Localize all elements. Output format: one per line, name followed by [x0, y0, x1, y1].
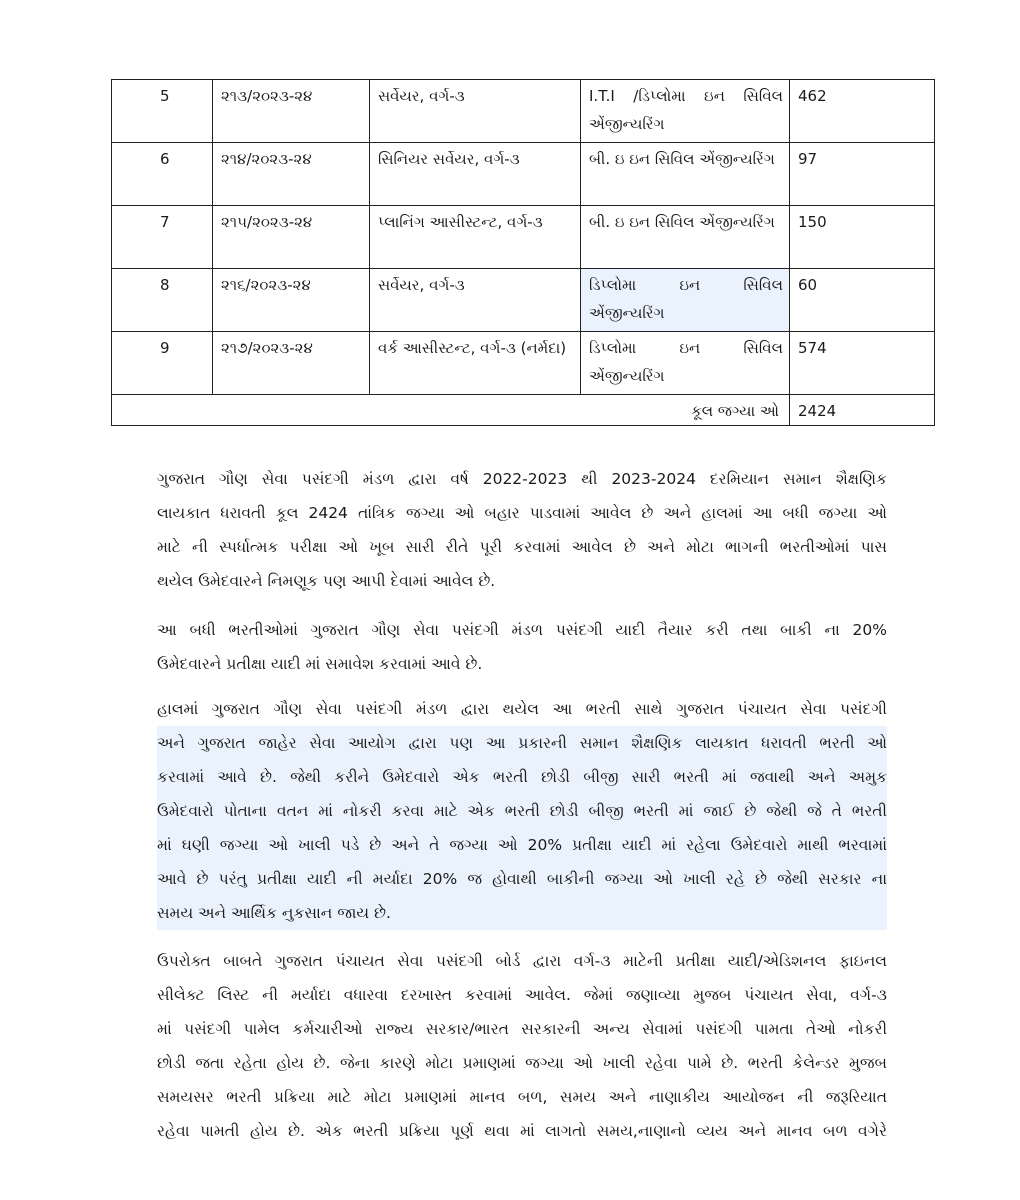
post-count-cell: 97	[790, 143, 935, 206]
total-value: 2424	[790, 395, 935, 426]
table-row	[112, 80, 935, 143]
text-line: આવે છે પરંતુ પ્રતીક્ષા યાદી ની મર્યાદા 20% જ હોવાથી બાકીની જગ્યા ઓ ખાલી રહે છે જેથી સરકાર ના	[157, 862, 887, 896]
table-row	[112, 269, 935, 332]
serial-cell: 9	[112, 332, 213, 395]
text-line: આ બધી ભરતીઓમાં ગુજરાત ગૌણ સેવા પસંદગી મંડળ પસંદગી યાદી તૈયાર કરી તથા બાકી ના 20%	[157, 621, 887, 639]
text-line: ઉમેદવારને પ્રતીક્ષા યાદી માં સમાવેશ કરવામાં આવે છે.	[157, 655, 483, 673]
text-line: સીલેક્ટ લિસ્ટ ની મર્યાદા વધારવા દરખાસ્ત કરવામાં આવેલ. જેમાં જણાવ્યા મુજબ પંચાયત સેવા, વર્ગ-૩	[157, 986, 887, 1004]
text-line: સમય અને આર્થિક નુકસાન જાય છે.	[157, 896, 887, 930]
post-name-cell: વર્ક આસીસ્ટન્ટ, વર્ગ-૩ (નર્મદા)	[370, 332, 581, 395]
post-name-cell: પ્લાનિંગ આસીસ્ટન્ટ, વર્ગ-૩	[370, 206, 581, 269]
text-line: કરવામાં આવે છે. જેથી કરીને ઉમેદવારો એક ભરતી છોડી બીજી સારી ભરતી માં જવાથી અને અમુક	[157, 760, 887, 794]
serial-cell: 5	[112, 80, 213, 143]
advt-no-cell: ૨૧૩/૨૦૨૩-૨૪	[213, 80, 370, 143]
vacancy-table	[111, 79, 935, 426]
serial-cell: 8	[112, 269, 213, 332]
paragraph-2	[157, 613, 887, 681]
serial-cell: 7	[112, 206, 213, 269]
text-line: સમયસર ભરતી પ્રક્રિયા માટે મોટા પ્રમાણમાં માનવ બળ, સમય અને નાણાકીય આયોજન ની જરૂરિયાત	[157, 1088, 887, 1106]
post-count-cell: 150	[790, 206, 935, 269]
text-line: થયેલ ઉમેદવારને નિમણૂક પણ આપી દેવામાં આવેલ છે.	[157, 572, 496, 590]
total-row	[112, 395, 935, 426]
qualification-cell: બી. ઇ ઇન સિવિલ એંજીન્યરિંગ	[581, 143, 790, 206]
text-line: ઉમેદવારો પોતાના વતન માં નોકરી કરવા માટે એક ભરતી છોડી બીજી ભરતી માં જાઈ છે જેથી જે તે ભરતી	[157, 794, 887, 828]
post-count-cell: 462	[790, 80, 935, 143]
serial-cell: 6	[112, 143, 213, 206]
text-line: રહેવા પામતી હોય છે. એક ભરતી પ્રક્રિયા પૂર્ણ થવા માં લાગતો સમય,નાણાનો વ્યય અને માનવ બળ વગેરે	[157, 1122, 887, 1140]
text-line: ઉપરોક્ત બાબતે ગુજરાત પંચાયત સેવા પસંદગી બોર્ડ દ્વારા વર્ગ-૩ માટેની પ્રતીક્ષા યાદી/એડિશનલ ફાઇનલ	[157, 952, 887, 970]
text-line: માં ઘણી જગ્યા ઓ ખાલી પડે છે અને તે જગ્યા ઓ 20% પ્રતીક્ષા યાદી માં રહેલા ઉમેદવારો માથી ભરવામાં	[157, 828, 887, 862]
post-count-cell: 60	[790, 269, 935, 332]
post-name-cell: સર્વેયર, વર્ગ-૩	[370, 80, 581, 143]
post-count-cell: 574	[790, 332, 935, 395]
table-row	[112, 206, 935, 269]
qualification-cell: બી. ઇ ઇન સિવિલ એંજીન્યરિંગ	[581, 206, 790, 269]
text-line: માં પસંદગી પામેલ કર્મચારીઓ રાજ્ય સરકાર/ભારત સરકારની અન્ય સેવામાં પસંદગી પામતા તેઓ નોકરી	[157, 1020, 887, 1038]
post-name-cell: સિનિયર સર્વેયર, વર્ગ-૩	[370, 143, 581, 206]
qualification-cell: ડિપ્લોમા ઇન સિવિલ એંજીન્યરિંગ	[581, 269, 790, 332]
total-label: કૂલ જગ્યા ઓ	[112, 395, 790, 426]
advt-no-cell: ૨૧૬/૨૦૨૩-૨૪	[213, 269, 370, 332]
post-name-cell: સર્વેયર, વર્ગ-૩	[370, 269, 581, 332]
text-line: માટે ની સ્પર્ધાત્મક પરીક્ષા ઓ ખૂબ સારી રીતે પૂરી કરવામાં આવેલ છે અને મોટા ભાગની ભરતીઓમાં પાસ	[157, 538, 887, 556]
text-line: હાલમાં ગુજરાત ગૌણ સેવા પસંદગી મંડળ દ્વારા થયેલ આ ભરતી સાથે ગુજરાત પંચાયત સેવા પસંદગી	[157, 700, 887, 718]
table-row	[112, 332, 935, 395]
text-line: છોડી જતા રહેતા હોય છે. જેના કારણે મોટા પ્રમાણમાં જગ્યા ઓ ખાલી રહેવા પામે છે. ભરતી કેલેન્ડર મુજબ	[157, 1054, 887, 1072]
paragraph-3	[157, 692, 887, 930]
advt-no-cell: ૨૧૭/૨૦૨૩-૨૪	[213, 332, 370, 395]
table-row	[112, 143, 935, 206]
advt-no-cell: ૨૧૫/૨૦૨૩-૨૪	[213, 206, 370, 269]
text-line: અને ગુજરાત જાહેર સેવા આયોગ દ્વારા પણ આ પ્રકારની સમાન શૈક્ષણિક લાયકાત ધરાવતી ભરતી ઓ	[157, 726, 887, 760]
advt-no-cell: ૨૧૪/૨૦૨૩-૨૪	[213, 143, 370, 206]
paragraph-4	[157, 944, 887, 1148]
qualification-cell: I.T.I /ડિપ્લોમા ઇન સિવિલ એંજીન્યરિંગ	[581, 80, 790, 143]
text-line: ગુજરાત ગૌણ સેવા પસંદગી મંડળ દ્વારા વર્ષ 2022-2023 થી 2023-2024 દરમિયાન સમાન શૈક્ષણિક	[157, 470, 887, 488]
qualification-cell: ડિપ્લોમા ઇન સિવિલ એંજીન્યરિંગ	[581, 332, 790, 395]
text-line: લાયકાત ધરાવતી કૂલ 2424 તાંત્રિક જગ્યા ઓ બહાર પાડવામાં આવેલ છે અને હાલમાં આ બધી જગ્યા ઓ	[157, 504, 887, 522]
paragraph-1	[157, 462, 887, 598]
